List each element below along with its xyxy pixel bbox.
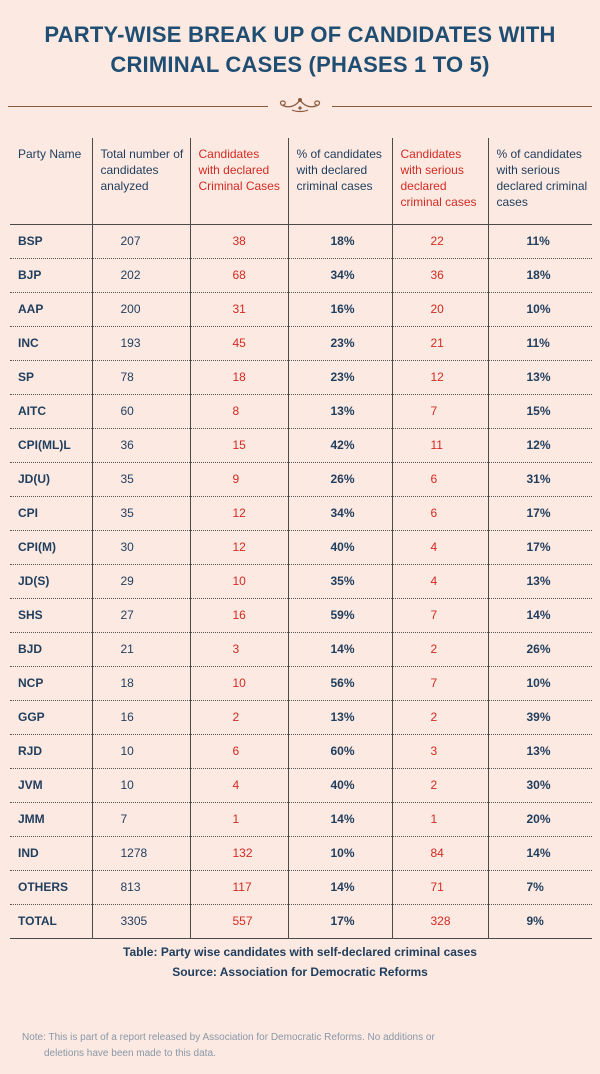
declared-percent-cell: 60% [288, 734, 392, 768]
serious-percent-cell: 26% [488, 632, 592, 666]
total-candidates-cell: 36 [92, 428, 190, 462]
party-name-cell: JMM [10, 802, 92, 836]
serious-percent-cell: 20% [488, 802, 592, 836]
serious-cases-cell: 4 [392, 564, 488, 598]
declared-cases-cell: 9 [190, 462, 288, 496]
declared-cases-cell: 8 [190, 394, 288, 428]
declared-cases-cell: 2 [190, 700, 288, 734]
declared-percent-cell: 56% [288, 666, 392, 700]
total-candidates-cell: 21 [92, 632, 190, 666]
table-row [10, 394, 592, 428]
party-name-cell: AITC [10, 394, 92, 428]
divider-line-left [8, 106, 268, 107]
declared-percent-cell: 59% [288, 598, 392, 632]
declared-cases-cell: 10 [190, 564, 288, 598]
serious-percent-cell: 17% [488, 496, 592, 530]
page-title [0, 20, 600, 80]
declared-percent-cell: 16% [288, 292, 392, 326]
table-row [10, 496, 592, 530]
declared-percent-cell: 26% [288, 462, 392, 496]
declared-percent-cell: 14% [288, 802, 392, 836]
party-name-cell: JVM [10, 768, 92, 802]
table-row [10, 462, 592, 496]
serious-percent-cell: 14% [488, 836, 592, 870]
party-name-cell: INC [10, 326, 92, 360]
party-name-cell: CPI [10, 496, 92, 530]
total-candidates-cell: 813 [92, 870, 190, 904]
serious-cases-cell: 36 [392, 258, 488, 292]
serious-cases-cell: 6 [392, 496, 488, 530]
total-candidates-cell: 30 [92, 530, 190, 564]
declared-percent-cell: 17% [288, 904, 392, 938]
title-line-2: CRIMINAL CASES (PHASES 1 TO 5) [110, 52, 490, 77]
declared-cases-cell: 4 [190, 768, 288, 802]
serious-percent-cell: 14% [488, 598, 592, 632]
divider-line-right [332, 106, 592, 107]
serious-cases-cell: 84 [392, 836, 488, 870]
table-header-row [10, 138, 592, 224]
declared-percent-cell: 35% [288, 564, 392, 598]
serious-cases-cell: 2 [392, 768, 488, 802]
party-name-cell: SHS [10, 598, 92, 632]
declared-percent-cell: 13% [288, 700, 392, 734]
serious-percent-cell: 39% [488, 700, 592, 734]
declared-percent-cell: 14% [288, 632, 392, 666]
total-candidates-cell: 202 [92, 258, 190, 292]
serious-cases-cell: 7 [392, 598, 488, 632]
header-serious-cases: Candidates with serious declared criminal cases [392, 138, 488, 224]
serious-percent-cell: 15% [488, 394, 592, 428]
declared-percent-cell: 13% [288, 394, 392, 428]
serious-cases-cell: 71 [392, 870, 488, 904]
party-name-cell: BJP [10, 258, 92, 292]
party-name-cell: CPI(M) [10, 530, 92, 564]
total-candidates-cell: 3305 [92, 904, 190, 938]
serious-cases-cell: 22 [392, 224, 488, 258]
total-candidates-cell: 18 [92, 666, 190, 700]
serious-cases-cell: 3 [392, 734, 488, 768]
serious-cases-cell: 11 [392, 428, 488, 462]
declared-cases-cell: 16 [190, 598, 288, 632]
table-row [10, 598, 592, 632]
total-candidates-cell: 16 [92, 700, 190, 734]
serious-percent-cell: 7% [488, 870, 592, 904]
table-row [10, 836, 592, 870]
total-candidates-cell: 29 [92, 564, 190, 598]
total-candidates-cell: 7 [92, 802, 190, 836]
declared-cases-cell: 18 [190, 360, 288, 394]
ornament-icon [276, 96, 324, 116]
party-name-cell: BJD [10, 632, 92, 666]
serious-percent-cell: 18% [488, 258, 592, 292]
total-candidates-cell: 35 [92, 462, 190, 496]
table-row [10, 632, 592, 666]
serious-percent-cell: 17% [488, 530, 592, 564]
declared-percent-cell: 23% [288, 360, 392, 394]
serious-cases-cell: 328 [392, 904, 488, 938]
table-row [10, 700, 592, 734]
table-row [10, 326, 592, 360]
party-name-cell: AAP [10, 292, 92, 326]
total-candidates-cell: 1278 [92, 836, 190, 870]
table-row [10, 802, 592, 836]
total-candidates-cell: 10 [92, 768, 190, 802]
declared-cases-cell: 45 [190, 326, 288, 360]
total-candidates-cell: 78 [92, 360, 190, 394]
party-name-cell: RJD [10, 734, 92, 768]
party-name-cell: BSP [10, 224, 92, 258]
serious-cases-cell: 20 [392, 292, 488, 326]
serious-percent-cell: 9% [488, 904, 592, 938]
serious-percent-cell: 11% [488, 224, 592, 258]
serious-percent-cell: 12% [488, 428, 592, 462]
footnote [22, 1030, 492, 1062]
declared-percent-cell: 42% [288, 428, 392, 462]
serious-cases-cell: 12 [392, 360, 488, 394]
table-row [10, 530, 592, 564]
declared-cases-cell: 38 [190, 224, 288, 258]
table-row [10, 564, 592, 598]
party-name-cell: NCP [10, 666, 92, 700]
header-total-candidates: Total number of candidates analyzed [92, 138, 190, 224]
serious-percent-cell: 30% [488, 768, 592, 802]
party-name-cell: JD(U) [10, 462, 92, 496]
declared-percent-cell: 40% [288, 768, 392, 802]
caption-source: Source: Association for Democratic Reforms [172, 965, 428, 979]
declared-percent-cell: 23% [288, 326, 392, 360]
party-name-cell: CPI(ML)L [10, 428, 92, 462]
declared-cases-cell: 68 [190, 258, 288, 292]
table-row [10, 428, 592, 462]
serious-cases-cell: 6 [392, 462, 488, 496]
declared-percent-cell: 14% [288, 870, 392, 904]
table-row [10, 360, 592, 394]
serious-cases-cell: 4 [392, 530, 488, 564]
serious-percent-cell: 10% [488, 292, 592, 326]
serious-cases-cell: 7 [392, 394, 488, 428]
declared-percent-cell: 10% [288, 836, 392, 870]
serious-cases-cell: 2 [392, 632, 488, 666]
header-party-name: Party Name [10, 138, 92, 224]
declared-cases-cell: 132 [190, 836, 288, 870]
party-name-cell: SP [10, 360, 92, 394]
declared-percent-cell: 18% [288, 224, 392, 258]
party-name-cell: TOTAL [10, 904, 92, 938]
caption-title: Table: Party wise candidates with self-declared criminal cases [123, 945, 477, 959]
table-row [10, 292, 592, 326]
party-name-cell: GGP [10, 700, 92, 734]
table-row [10, 768, 592, 802]
total-candidates-cell: 200 [92, 292, 190, 326]
title-divider [8, 100, 592, 112]
serious-percent-cell: 13% [488, 734, 592, 768]
title-line-1: PARTY-WISE BREAK UP OF CANDIDATES WITH [44, 22, 556, 47]
table-row [10, 904, 592, 938]
declared-cases-cell: 3 [190, 632, 288, 666]
serious-percent-cell: 31% [488, 462, 592, 496]
table-caption [0, 942, 600, 982]
table-row [10, 224, 592, 258]
table-row [10, 870, 592, 904]
header-declared-cases: Candidates with declared Criminal Cases [190, 138, 288, 224]
criminal-cases-table [10, 138, 592, 939]
serious-cases-cell: 2 [392, 700, 488, 734]
footnote-line-2: deletions have been made to this data. [44, 1048, 216, 1059]
declared-cases-cell: 31 [190, 292, 288, 326]
declared-percent-cell: 40% [288, 530, 392, 564]
declared-percent-cell: 34% [288, 496, 392, 530]
serious-percent-cell: 10% [488, 666, 592, 700]
declared-cases-cell: 12 [190, 496, 288, 530]
total-candidates-cell: 60 [92, 394, 190, 428]
declared-cases-cell: 557 [190, 904, 288, 938]
table-row [10, 258, 592, 292]
serious-percent-cell: 13% [488, 564, 592, 598]
declared-percent-cell: 34% [288, 258, 392, 292]
party-name-cell: IND [10, 836, 92, 870]
table-row [10, 734, 592, 768]
total-candidates-cell: 207 [92, 224, 190, 258]
header-serious-percent: % of candidates with serious declared criminal cases [488, 138, 592, 224]
serious-cases-cell: 7 [392, 666, 488, 700]
total-candidates-cell: 35 [92, 496, 190, 530]
declared-cases-cell: 12 [190, 530, 288, 564]
serious-percent-cell: 11% [488, 326, 592, 360]
table-row [10, 666, 592, 700]
party-name-cell: OTHERS [10, 870, 92, 904]
party-name-cell: JD(S) [10, 564, 92, 598]
declared-cases-cell: 10 [190, 666, 288, 700]
serious-cases-cell: 21 [392, 326, 488, 360]
declared-cases-cell: 15 [190, 428, 288, 462]
declared-cases-cell: 6 [190, 734, 288, 768]
total-candidates-cell: 193 [92, 326, 190, 360]
declared-cases-cell: 1 [190, 802, 288, 836]
total-candidates-cell: 27 [92, 598, 190, 632]
serious-cases-cell: 1 [392, 802, 488, 836]
total-candidates-cell: 10 [92, 734, 190, 768]
declared-cases-cell: 117 [190, 870, 288, 904]
footnote-line-1: Note: This is part of a report released by Association for Democratic Reforms. No additions or [22, 1032, 435, 1043]
serious-percent-cell: 13% [488, 360, 592, 394]
header-declared-percent: % of candidates with declared criminal cases [288, 138, 392, 224]
